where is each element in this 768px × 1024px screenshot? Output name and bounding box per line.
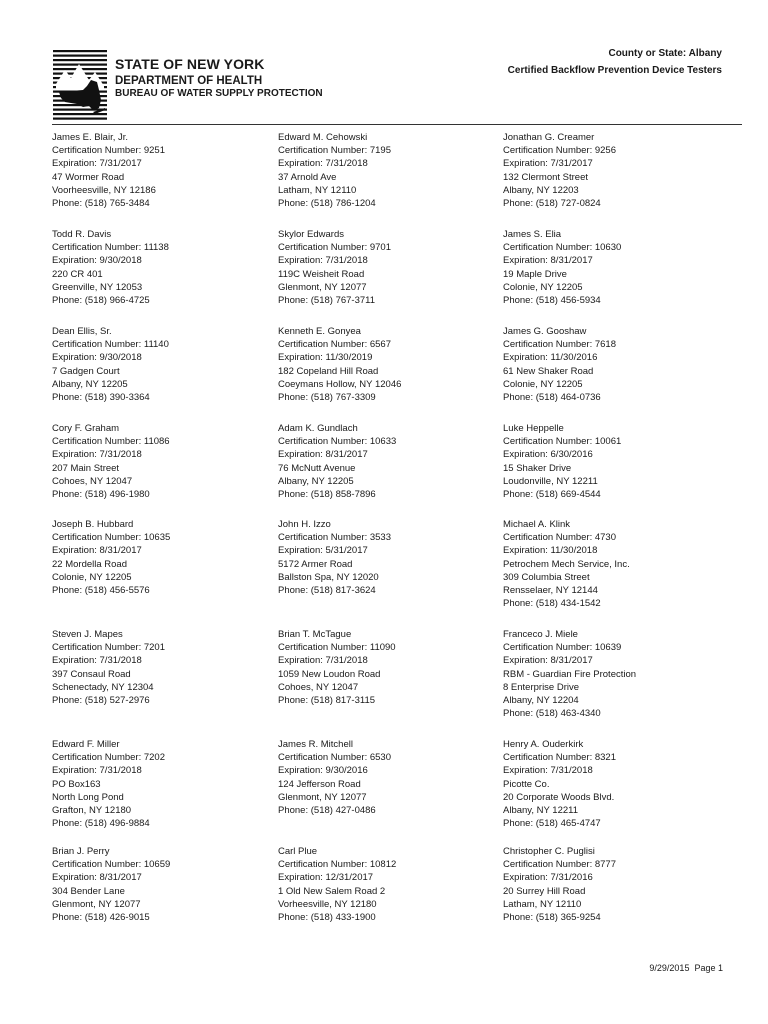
page-footer (649, 963, 723, 973)
department-title: DEPARTMENT OF HEALTH (115, 75, 263, 87)
phone-number: Phone: (518) 390-3364 (52, 392, 150, 404)
certification-number: Certification Number: 9701 (278, 242, 391, 254)
tester-name: Brian J. Perry (52, 846, 110, 857)
tester-entry (503, 228, 621, 307)
tester-name: Luke Heppelle (503, 423, 564, 434)
address-line: 19 Maple Drive (503, 268, 567, 280)
certification-number: Certification Number: 7201 (52, 642, 165, 654)
tester-name: Steven J. Mapes (52, 629, 123, 640)
address-line: 37 Arnold Ave (278, 171, 337, 183)
address-line: Colonie, NY 12205 (503, 281, 583, 293)
tester-entry (52, 325, 169, 404)
address-line: RBM - Guardian Fire Protection (503, 668, 637, 680)
ny-state-logo (53, 50, 107, 120)
tester-name: Kenneth E. Gonyea (278, 326, 361, 337)
tester-name: Jonathan G. Creamer (503, 132, 595, 143)
tester-name: Christopher C. Puglisi (503, 846, 595, 857)
address-line: 182 Copeland Hill Road (278, 365, 379, 377)
tester-name: Skylor Edwards (278, 229, 344, 240)
tester-name: Adam K. Gundlach (278, 423, 358, 434)
tester-entry (503, 845, 616, 924)
tester-entry (278, 422, 396, 501)
certification-number: Certification Number: 11090 (278, 642, 396, 654)
address-line: Rensselaer, NY 12144 (503, 585, 598, 597)
footer-page: Page 1 (694, 963, 723, 973)
address-line: Glenmont, NY 12077 (52, 898, 141, 910)
certification-number: Certification Number: 10630 (503, 242, 622, 254)
expiration-date: Expiration: 8/31/2017 (278, 449, 368, 461)
phone-number: Phone: (518) 669-4544 (503, 489, 601, 501)
tester-entry (52, 131, 165, 210)
phone-number: Phone: (518) 465-4747 (503, 818, 601, 830)
address-line: Glenmont, NY 12077 (278, 281, 367, 293)
footer-date: 9/29/2015 (649, 963, 690, 973)
address-line: 304 Bender Lane (52, 885, 125, 897)
state-title: STATE OF NEW YORK (115, 56, 265, 72)
address-line: 207 Main Street (52, 462, 120, 474)
expiration-date: Expiration: 7/31/2018 (52, 449, 142, 461)
phone-number: Phone: (518) 464-0736 (503, 392, 601, 404)
tester-name: Michael A. Klink (503, 519, 571, 530)
tester-name: Henry A. Ouderkirk (503, 739, 584, 750)
tester-name: John H. Izzo (278, 519, 331, 530)
address-line: Greenville, NY 12053 (52, 281, 143, 293)
address-line: 61 New Shaker Road (503, 365, 594, 377)
address-line: 15 Shaker Drive (503, 462, 572, 474)
address-line: Albany, NY 12205 (278, 475, 354, 487)
certification-number: Certification Number: 9256 (503, 145, 616, 157)
ny-state-mountain-map-icon (53, 50, 107, 120)
address-line: 8 Enterprise Drive (503, 681, 580, 693)
tester-entry (503, 325, 616, 404)
tester-entry (503, 422, 621, 501)
certification-number: Certification Number: 10635 (52, 532, 171, 544)
certification-number: Certification Number: 6567 (278, 339, 391, 351)
certification-number: Certification Number: 10639 (503, 642, 622, 654)
county-label: County or State: Albany (608, 48, 722, 59)
certification-number: Certification Number: 10061 (503, 436, 622, 448)
phone-number: Phone: (518) 496-9884 (52, 818, 150, 830)
expiration-date: Expiration: 7/31/2018 (52, 765, 142, 777)
phone-number: Phone: (518) 786-1204 (278, 198, 376, 210)
address-line: 20 Corporate Woods Blvd. (503, 791, 615, 803)
tester-name: Franceco J. Miele (503, 629, 578, 640)
phone-number: Phone: (518) 463-4340 (503, 708, 601, 720)
address-line: Albany, NY 12204 (503, 695, 579, 707)
agency-header (115, 56, 323, 100)
expiration-date: Expiration: 7/31/2017 (503, 158, 593, 170)
phone-number: Phone: (518) 496-1980 (52, 489, 150, 501)
tester-name: Dean Ellis, Sr. (52, 326, 112, 337)
address-line: 20 Surrey Hill Road (503, 885, 586, 897)
address-line: Colonie, NY 12205 (52, 571, 132, 583)
tester-name: Todd R. Davis (52, 229, 112, 240)
tester-entry (52, 628, 165, 707)
phone-number: Phone: (518) 365-9254 (503, 912, 601, 924)
certification-number: Certification Number: 11140 (52, 339, 169, 351)
address-line: Voorheesville, NY 12186 (52, 184, 156, 196)
address-line: Loudonville, NY 12211 (503, 475, 598, 487)
expiration-date: Expiration: 8/31/2017 (52, 872, 142, 884)
certification-number: Certification Number: 10812 (278, 859, 397, 871)
address-line: 220 CR 401 (52, 268, 103, 280)
expiration-date: Expiration: 7/31/2018 (278, 255, 368, 267)
certification-number: Certification Number: 7195 (278, 145, 391, 157)
address-line: Colonie, NY 12205 (503, 378, 583, 390)
address-line: 7 Gadgen Court (52, 365, 120, 377)
tester-entry (278, 628, 396, 707)
tester-name: Joseph B. Hubbard (52, 519, 134, 530)
certification-number: Certification Number: 10633 (278, 436, 397, 448)
address-line: North Long Pond (52, 791, 124, 803)
tester-entry (278, 325, 401, 404)
tester-name: Edward F. Miller (52, 739, 120, 750)
expiration-date: Expiration: 11/30/2019 (278, 352, 373, 364)
certification-number: Certification Number: 3533 (278, 532, 391, 544)
phone-number: Phone: (518) 456-5934 (503, 295, 601, 307)
address-line: 76 McNutt Avenue (278, 462, 356, 474)
address-line: PO Box163 (52, 778, 101, 790)
tester-entry (52, 228, 169, 307)
phone-number: Phone: (518) 433-1900 (278, 912, 376, 924)
phone-number: Phone: (518) 765-3484 (52, 198, 150, 210)
certification-number: Certification Number: 8321 (503, 752, 616, 764)
certification-number: Certification Number: 4730 (503, 532, 616, 544)
phone-number: Phone: (518) 426-9015 (52, 912, 150, 924)
expiration-date: Expiration: 12/31/2017 (278, 872, 374, 884)
address-line: Ballston Spa, NY 12020 (278, 571, 379, 583)
phone-number: Phone: (518) 434-1542 (503, 598, 601, 610)
certification-number: Certification Number: 10659 (52, 859, 171, 871)
address-line: 124 Jefferson Road (278, 778, 361, 790)
tester-entry (52, 518, 170, 597)
certification-number: Certification Number: 7202 (52, 752, 165, 764)
phone-number: Phone: (518) 858-7896 (278, 489, 376, 501)
address-line: Latham, NY 12110 (503, 898, 582, 910)
tester-entry (278, 228, 391, 307)
tester-name: James E. Blair, Jr. (52, 132, 129, 143)
header-divider (52, 124, 742, 125)
address-line: Petrochem Mech Service, Inc. (503, 558, 630, 570)
expiration-date: Expiration: 5/31/2017 (278, 545, 368, 557)
phone-number: Phone: (518) 427-0486 (278, 805, 376, 817)
tester-entry (278, 131, 391, 210)
certification-number: Certification Number: 6530 (278, 752, 391, 764)
expiration-date: Expiration: 7/31/2016 (503, 872, 593, 884)
bureau-title: BUREAU OF WATER SUPPLY PROTECTION (115, 88, 323, 99)
tester-name: Edward M. Cehowski (278, 132, 368, 143)
address-line: 47 Wormer Road (52, 171, 125, 183)
phone-number: Phone: (518) 767-3711 (278, 295, 376, 307)
address-line: Vorheesville, NY 12180 (278, 898, 377, 910)
tester-entry (278, 518, 391, 597)
expiration-date: Expiration: 11/30/2018 (503, 545, 598, 557)
expiration-date: Expiration: 9/30/2018 (52, 352, 142, 364)
address-line: 397 Consaul Road (52, 668, 131, 680)
certification-number: Certification Number: 11138 (52, 242, 169, 254)
address-line: Cohoes, NY 12047 (52, 475, 133, 487)
expiration-date: Expiration: 8/31/2017 (503, 255, 593, 267)
expiration-date: Expiration: 6/30/2016 (503, 449, 593, 461)
address-line: Coeymans Hollow, NY 12046 (278, 378, 402, 390)
address-line: 1 Old New Salem Road 2 (278, 885, 386, 897)
expiration-date: Expiration: 9/30/2016 (278, 765, 368, 777)
phone-number: Phone: (518) 527-2976 (52, 695, 150, 707)
tester-entry (52, 845, 170, 924)
address-line: 22 Mordella Road (52, 558, 127, 570)
report-heading (508, 46, 722, 80)
address-line: Albany, NY 12211 (503, 805, 578, 817)
address-line: 309 Columbia Street (503, 571, 590, 583)
address-line: Grafton, NY 12180 (52, 805, 132, 817)
tester-entry (503, 131, 616, 210)
tester-entry (503, 628, 636, 720)
tester-entry (278, 738, 391, 817)
tester-entry (52, 738, 165, 830)
phone-number: Phone: (518) 727-0824 (503, 198, 601, 210)
expiration-date: Expiration: 9/30/2018 (52, 255, 142, 267)
tester-name: James R. Mitchell (278, 739, 353, 750)
tester-name: Brian T. McTague (278, 629, 352, 640)
tester-entry (503, 738, 616, 830)
tester-entry (52, 422, 170, 501)
phone-number: Phone: (518) 767-3309 (278, 392, 376, 404)
phone-number: Phone: (518) 817-3115 (278, 695, 376, 707)
address-line: 1059 New Loudon Road (278, 668, 381, 680)
certification-number: Certification Number: 11086 (52, 436, 170, 448)
expiration-date: Expiration: 7/31/2018 (278, 158, 368, 170)
expiration-date: Expiration: 7/31/2018 (503, 765, 593, 777)
tester-name: Cory F. Graham (52, 423, 120, 434)
address-line: 132 Clermont Street (503, 171, 589, 183)
address-line: Schenectady, NY 12304 (52, 681, 154, 693)
address-line: Cohoes, NY 12047 (278, 681, 359, 693)
phone-number: Phone: (518) 817-3624 (278, 585, 376, 597)
phone-number: Phone: (518) 966-4725 (52, 295, 150, 307)
certification-number: Certification Number: 7618 (503, 339, 616, 351)
address-line: 5172 Armer Road (278, 558, 353, 570)
certification-number: Certification Number: 8777 (503, 859, 616, 871)
tester-name: James G. Gooshaw (503, 326, 587, 337)
expiration-date: Expiration: 8/31/2017 (503, 655, 593, 667)
expiration-date: Expiration: 7/31/2017 (52, 158, 142, 170)
address-line: 119C Weisheit Road (278, 268, 365, 280)
expiration-date: Expiration: 8/31/2017 (52, 545, 142, 557)
tester-name: Carl Plue (278, 846, 318, 857)
tester-entry (278, 845, 396, 924)
report-subtitle: Certified Backflow Prevention Device Testers (507, 65, 722, 76)
address-line: Latham, NY 12110 (278, 184, 357, 196)
address-line: Picotte Co. (503, 778, 550, 790)
phone-number: Phone: (518) 456-5576 (52, 585, 150, 597)
expiration-date: Expiration: 11/30/2016 (503, 352, 598, 364)
address-line: Glenmont, NY 12077 (278, 791, 367, 803)
expiration-date: Expiration: 7/31/2018 (278, 655, 368, 667)
certification-number: Certification Number: 9251 (52, 145, 165, 157)
expiration-date: Expiration: 7/31/2018 (52, 655, 142, 667)
address-line: Albany, NY 12203 (503, 184, 579, 196)
address-line: Albany, NY 12205 (52, 378, 128, 390)
tester-entry (503, 518, 630, 610)
tester-name: James S. Elia (503, 229, 562, 240)
